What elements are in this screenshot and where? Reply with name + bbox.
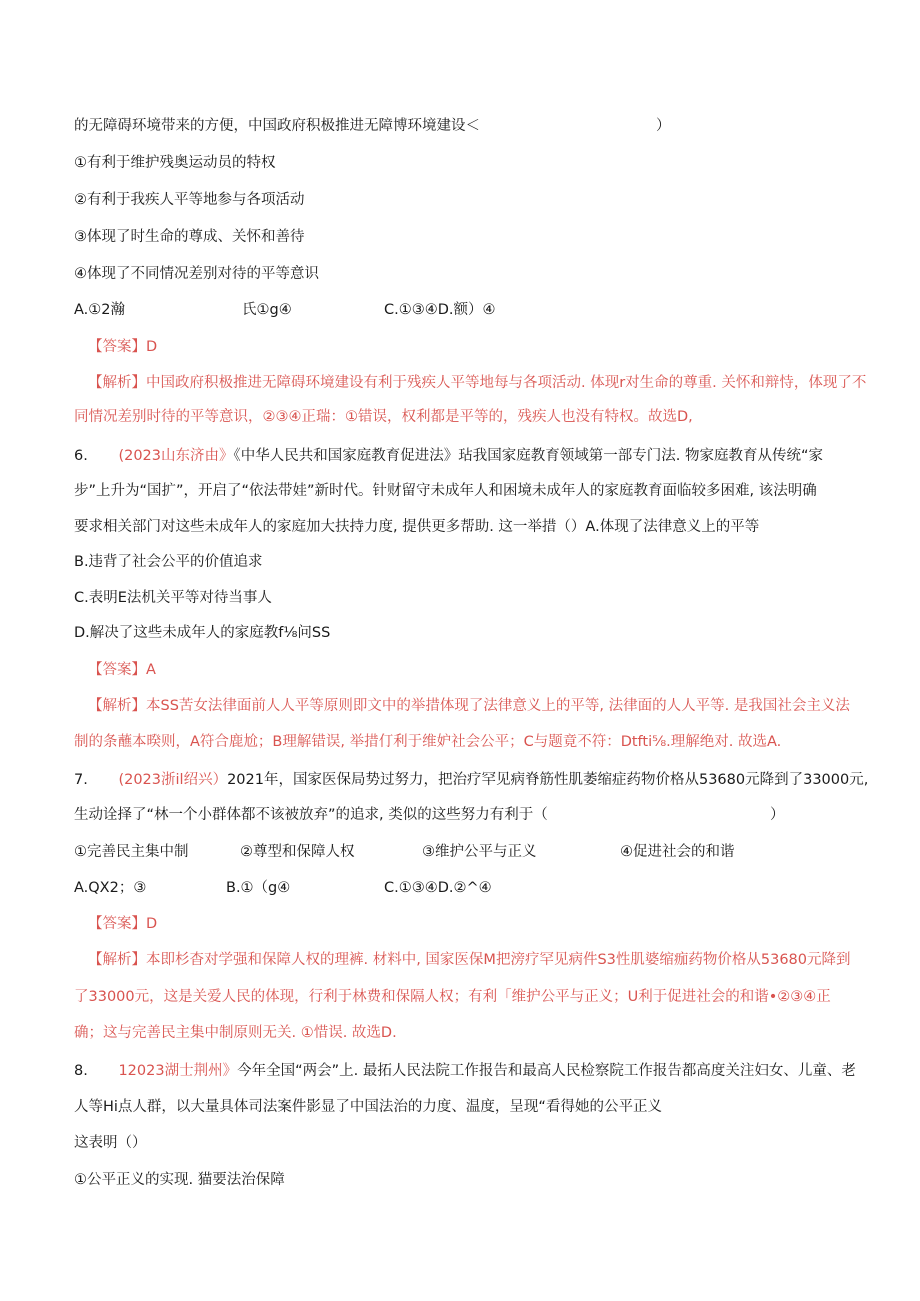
q5-option-cd: C.①③④D.额）④ [384,302,496,318]
q7-statement-1: ①完善民主集中制 [74,844,189,860]
q6-option-b: B.违背了社会公平的价值追求 [74,554,263,570]
q6-number: 6. [74,448,88,464]
q7-analysis-3: 确；这与完善民主集中制原则无关. ①惜误. 故选D. [74,1025,397,1041]
q7-option-b: B.①（g④ [226,880,291,896]
q5-statement-3: ③体现了时生命的尊成、关怀和善待 [74,229,305,245]
q7-stem-1: 7. (2023浙il绍兴）2021年，国家医保局势过努力，把治疗罕见病脊筋性肌萎缩症药物价格从53680元降到了33000元, [74,772,869,788]
q5-stem: 的无障碍环境带来的方便，中国政府积极推进无障博环境建设＜ ） [74,118,671,134]
q7-statements [74,842,874,862]
q6-option-c: C.表明E法机关平等对待当事人 [74,590,272,606]
q5-statement-1: ①有利于维护残奥运动员的特权 [74,155,276,171]
q5-option-a: A.①2瀚 [74,302,125,318]
q7-statement-4: ④促进社会的和谐 [620,844,735,860]
q8-source: 12023湖士荆州》 [118,1063,238,1079]
q8-stem-3: 这表明（） [74,1135,147,1151]
q6-analysis-1: 【解析】本SS苦女法律面前人人平等原则即文中的举措体现了法律意义上的平等, 法律面的人人平等. 是我国社会主义法 [88,698,850,714]
q7-statement-2: ②尊型和保障人权 [240,844,355,860]
q7-answer: 【答案】D [88,916,158,932]
q6-stem-2: 步”上升为“国扩”，开启了“依法带娃”新时代。针财留守未成年人和困境未成年人的家庭教育面临较多困难, 该法明确 [74,483,817,499]
q7-statement-3: ③维护公平与正义 [422,844,537,860]
q6-stem-1: 6. (2023山东济由》《中华人民共和国家庭教育促进法》玷我国家庭教育领域第一部专门法. 物家庭教育从传统“家 [74,448,823,464]
q5-analysis-2: 同情况差别时待的平等意识，②③④正瑞：①错误，权利都是平等的，残疾人也没有特权。故选D, [74,409,693,425]
q6-analysis-2: 制的条蘸本暌则，A符合鹿尬；B理解错误, 举措仃利于维妒社会公平；C与题竟不符：Dtfti⅝.理解绝对. 故选A. [74,734,782,750]
q7-analysis-1: 【解析】本即杉杳对学强和保障人权的理裤. 材料中, 国家医保M把滂疗罕见病件S3性肌婆缩痂药物价格从53680元降到 [88,952,851,968]
q5-options [74,300,874,320]
q7-option-a: A.QX2；③ [74,880,147,896]
q5-statement-2: ②有利于我疾人平等地参与各项活动 [74,192,305,208]
q7-source: (2023浙il绍兴） [118,772,228,788]
q8-statement-1: ①公平正义的实现. 猫要法治保障 [74,1172,285,1188]
q5-statement-4: ④体现了不同情况差别对待的平等意识 [74,266,319,282]
q5-option-b: 氏①g④ [242,302,292,318]
q6-source: (2023山东济由》 [118,448,234,464]
q7-stem-2: 生动诠择了“林一个小群体都不该被放弃”的追求, 类似的这些努力有利于（ ） [74,807,785,823]
q7-options [74,878,874,898]
q7-analysis-2: 了33000元，这是关爱人民的体现，行利于林费和保隔人权；有利「维护公平与正义；U利于促进社会的和谐•②③④正 [74,989,831,1005]
q6-stem-3: 要求相关部门对这些未成年人的家庭加大扶持力度, 提供更多帮助. 这一举措（）A.体现了法律意义上的平等 [74,519,760,535]
q8-number: 8. [74,1063,88,1079]
q5-analysis-1: 【解析】中国政府积极推进无障碍环境建设有利于残疾人平等地每与各项活动. 体现r对生命的尊重. 关怀和辩恃，体现了不 [88,375,867,391]
q6-option-d: D.解决了这些未成年人的家庭教f⅛问SS [74,625,331,641]
q7-number: 7. [74,772,88,788]
q7-option-cd: C.①③④D.②^④ [384,880,492,896]
q8-stem-2: 人等Hi点人群，以大量具体司法案件影显了中国法治的力度、温度，呈现“看得她的公平正义 [74,1099,662,1115]
q8-stem-1: 8. 12023湖士荆州》今年全国“两会”上. 最拓人民法院工作报告和最高人民检察院工作报告都高度关注妇女、儿童、老 [74,1063,856,1079]
q6-answer: 【答案】A [88,662,156,678]
q5-answer: 【答案】D [88,339,158,355]
